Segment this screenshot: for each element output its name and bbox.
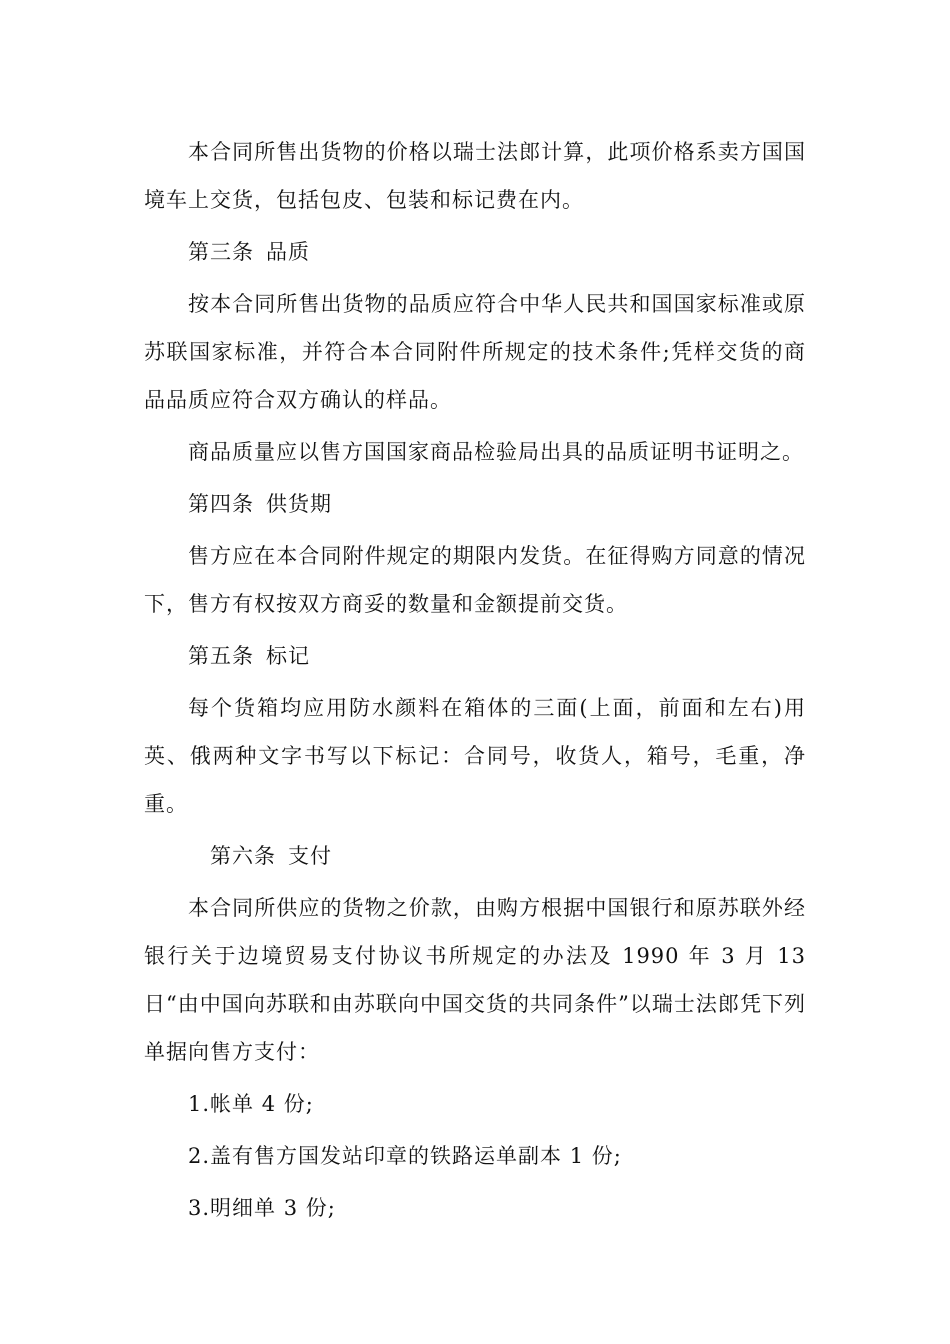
article-6-heading [144,832,806,880]
article-title: 支付 [288,844,332,868]
article-title: 供货期 [266,492,332,516]
paragraph-price: 本合同所售出货物的价格以瑞士法郎计算，此项价格系卖方国国境车上交货，包括包皮、包装和标记费在内。 [144,140,806,212]
article-4-heading [144,480,806,528]
article-number: 第六条 [210,844,276,868]
list-item: 2.盖有售方国发站印章的铁路运单副本 1 份; [188,1144,622,1168]
paragraph-quality: 按本合同所售出货物的品质应符合中华人民共和国国家标准或原苏联国家标准，并符合本合同附件所规定的技术条件;凭样交货的商品品质应符合双方确认的样品。 [144,292,806,412]
article-number: 第五条 [188,644,254,668]
article-number: 第四条 [188,492,254,516]
paragraph-delivery: 售方应在本合同附件规定的期限内发货。在征得购方同意的情况下，售方有权按双方商妥的数量和金额提前交货。 [144,544,806,616]
article-title: 标记 [266,644,310,668]
article-5-heading [144,632,806,680]
list-item: 1.帐单 4 份; [188,1092,314,1116]
article-title: 品质 [266,240,310,264]
article-3-heading [144,228,806,276]
list-item: 3.明细单 3 份; [188,1196,336,1220]
document-body [144,128,806,1232]
paragraph-marking: 每个货箱均应用防水颜料在箱体的三面(上面，前面和左右)用英、俄两种文字书写以下标记：合同号，收货人，箱号，毛重，净重。 [144,696,806,816]
paragraph-payment: 本合同所供应的货物之价款，由购方根据中国银行和原苏联外经银行关于边境贸易支付协议书所规定的办法及 1990 年 3 月 13 日“由中国向苏联和由苏联向中国交货的共同条件”以瑞士法郎凭下列单据向售方支付： [144,896,806,1064]
article-number: 第三条 [188,240,254,264]
paragraph-quality-certificate: 商品质量应以售方国国家商品检验局出具的品质证明书证明之。 [188,440,804,464]
